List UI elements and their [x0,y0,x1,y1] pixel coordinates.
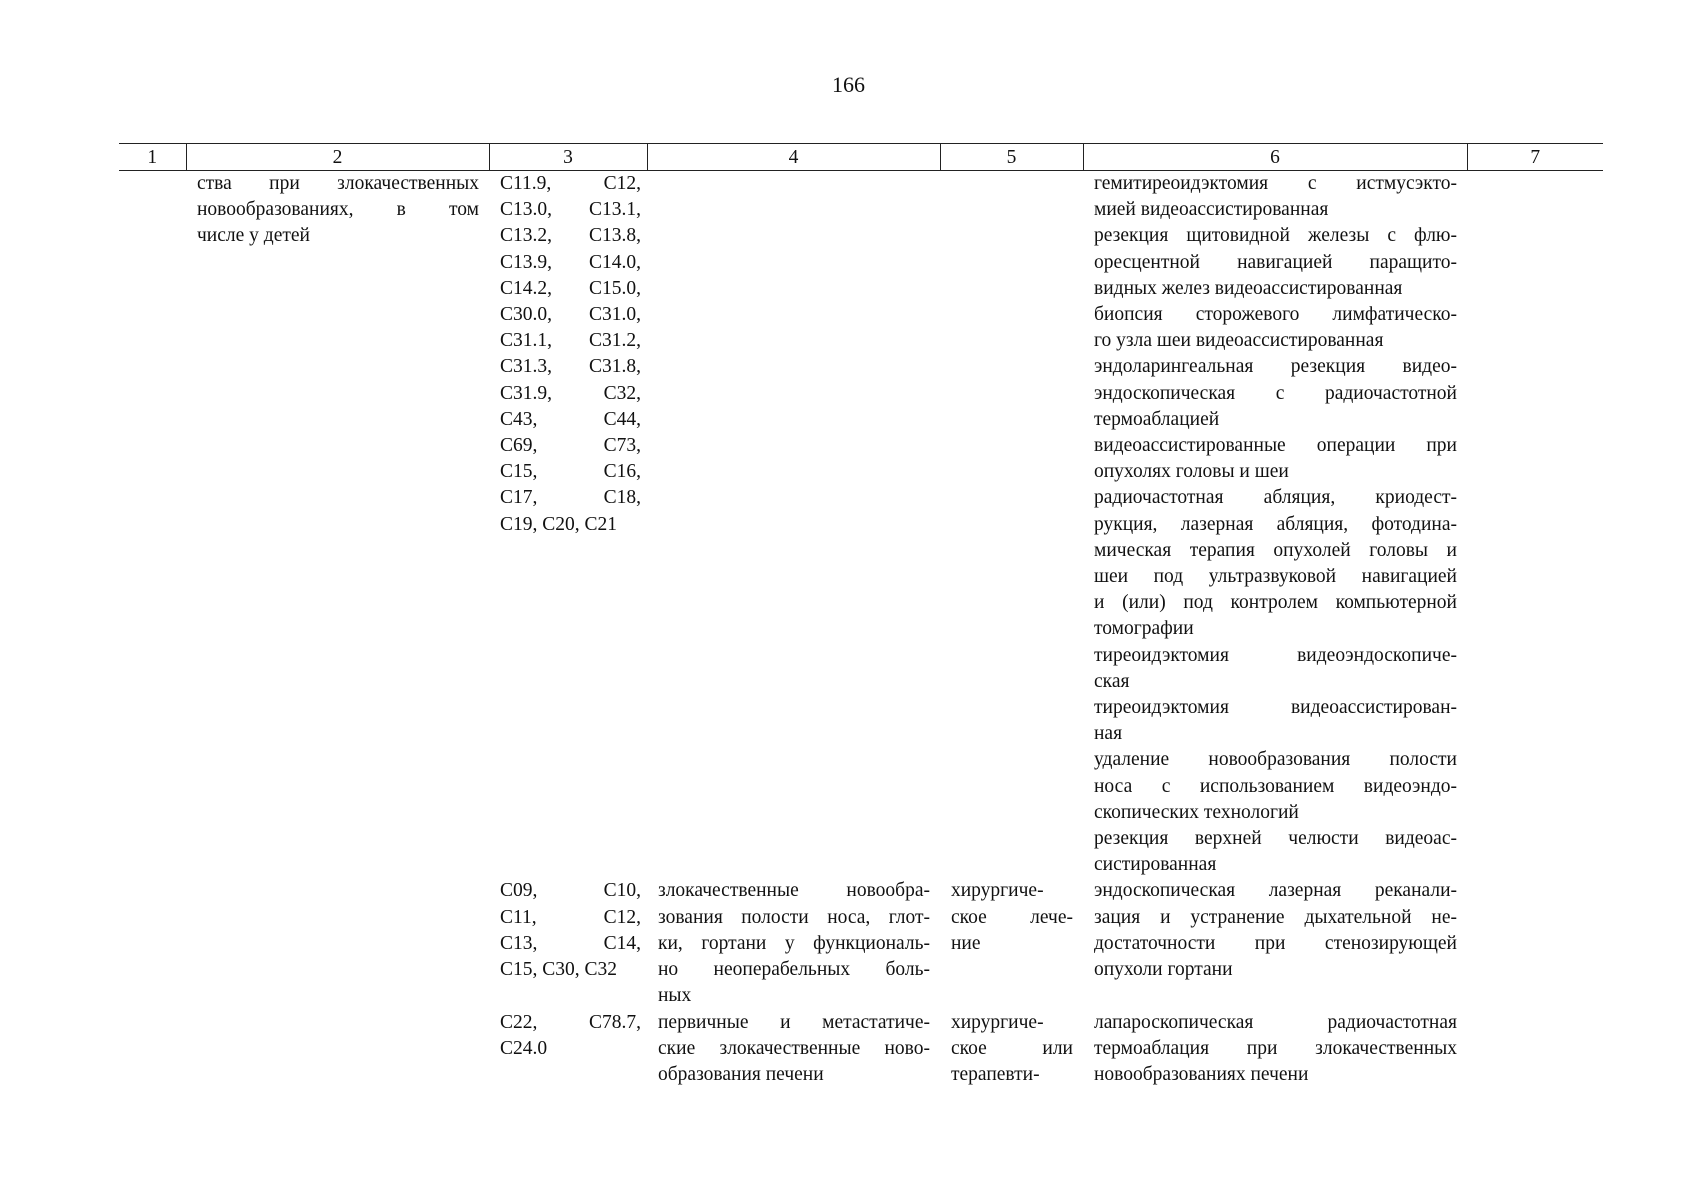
cell-col-2 [186,171,489,879]
cell-methods [1083,171,1467,879]
code-line: C15, C30, C32 [500,959,618,981]
text-line: ние [951,932,981,954]
code-line: C13.2, C13.8, [500,225,641,247]
cell-col-7 [1467,171,1603,879]
text-line: лапароскопическая радиочастотная [1094,1011,1457,1033]
text-line: злокачественные новообра- [658,880,930,902]
code-line: C17, C18, [500,487,641,509]
code-line: C22, C78.7, [500,1011,641,1033]
text-line: шеи под ультразвуковой навигацией [1094,566,1457,588]
table-body [119,171,1603,1089]
header-col-1: 1 [119,144,186,171]
cell-col-7 [1467,1010,1603,1089]
cell-codes [489,1010,647,1089]
code-line: C19, C20, C21 [500,513,618,535]
cell-col-2 [186,878,489,1009]
table-row [119,171,1603,879]
text-line: систированная [1094,854,1217,876]
text-line: видных желез видеоассистированная [1094,277,1403,299]
method-item [1094,643,1457,695]
cell-treatment-type [940,1010,1083,1089]
text-line: ная [1094,723,1123,745]
text-line: гемитиреоидэктомия с истмусэкто- [1094,173,1457,194]
text-line: термоаблацией [1094,408,1220,430]
cell-col-1 [119,878,186,1009]
text-line: го узла шеи видеоассистированная [1094,330,1384,352]
method-item [1094,1010,1457,1089]
code-line: C13, C14, [500,932,641,954]
cell-treatment-type [940,878,1083,1009]
text-line: образования печени [658,1063,824,1085]
text-line: терапевти- [951,1063,1040,1085]
code-line: C43, C44, [500,408,641,430]
method-item [1094,223,1457,302]
text-line: тиреоидэктомия видеоассистирован- [1094,697,1457,719]
page-number: 166 [832,72,865,97]
text-line: новообразованиях печени [1094,1063,1309,1085]
code-line: C13.0, C13.1, [500,199,641,221]
text-line: термоаблация при злокачественных [1094,1037,1457,1059]
method-item [1094,826,1457,878]
text-line: видеоассистированные операции при [1094,435,1457,457]
cell-diagnosis [647,1010,940,1089]
text-line: эндоскопическая с радиочастотной [1094,382,1457,404]
text-line: эндоскопическая лазерная реканали- [1094,880,1457,902]
text-line: рукция, лазерная абляция, фотодина- [1094,513,1457,535]
text-line: опухоли гортани [1094,959,1233,981]
code-line: C11.9, C12, [500,173,641,194]
method-item [1094,695,1457,747]
cell-col-2 [186,1010,489,1089]
text-line: хирургиче- [951,880,1044,902]
method-item [1094,171,1457,223]
text-line: новообразованиях, в том [197,199,479,221]
code-line: C09, C10, [500,880,641,902]
text-line: оресцентной навигацией паращито- [1094,251,1457,273]
cell-col-4 [647,171,940,879]
method-item [1094,747,1457,826]
text-line: ки, гортани у функциональ- [658,932,930,954]
code-line: C31.1, C31.2, [500,330,641,352]
text-line: радиочастотная абляция, криодест- [1094,487,1457,509]
text-line: ства при злокачественных [197,173,479,194]
header-col-7: 7 [1467,144,1603,171]
text-line: первичные и метастатиче- [658,1011,930,1033]
text-line: ных [658,985,692,1007]
text-line: скопических технологий [1094,801,1299,823]
header-col-5: 5 [940,144,1083,171]
text-line: опухолях головы и шеи [1094,461,1289,483]
code-line: C14.2, C15.0, [500,277,641,299]
code-line: C31.9, C32, [500,382,641,404]
text-line: резекция верхней челюсти видеоас- [1094,828,1457,850]
method-item [1094,878,1457,983]
text-line: хирургиче- [951,1011,1044,1033]
method-item [1094,433,1457,485]
text-line: числе у детей [197,225,310,247]
cell-diagnosis [647,878,940,1009]
text-line: мическая терапия опухолей головы и [1094,539,1457,561]
code-line: C15, C16, [500,461,641,483]
text-line: томографии [1094,618,1194,640]
text-line: но неоперабельных боль- [658,959,930,981]
code-line: C30.0, C31.0, [500,304,641,326]
text-line: ское или [951,1037,1073,1059]
text-line: удаление новообразования полости [1094,749,1457,771]
header-col-6: 6 [1083,144,1467,171]
cell-codes [489,171,647,879]
method-item [1094,302,1457,354]
text-line: зация и устранение дыхательной не- [1094,906,1457,928]
code-line: C24.0 [500,1037,548,1059]
header-col-3: 3 [489,144,647,171]
procedures-table [119,143,1603,1088]
header-col-2: 2 [186,144,489,171]
text-line: ская [1094,670,1130,692]
text-line: резекция щитовидной железы с флю- [1094,225,1457,247]
cell-col-7 [1467,878,1603,1009]
text-line: ские злокачественные ново- [658,1037,930,1059]
cell-col-1 [119,171,186,879]
code-line: C13.9, C14.0, [500,251,641,273]
method-item [1094,485,1457,642]
table-row [119,1010,1603,1089]
table-row [119,878,1603,1009]
text-line: мией видеоассистированная [1094,199,1329,221]
text-line: носа с использованием видеоэндо- [1094,775,1457,797]
method-item [1094,354,1457,433]
text-line: и (или) под контролем компьютерной [1094,592,1457,614]
header-col-4: 4 [647,144,940,171]
cell-codes [489,878,647,1009]
text-line: эндоларингеальная резекция видео- [1094,356,1457,378]
code-line: C69, C73, [500,435,641,457]
header-row [119,144,1603,171]
text-line: ское лече- [951,906,1073,928]
cell-methods [1083,878,1467,1009]
code-line: C31.3, C31.8, [500,356,641,378]
cell-methods [1083,1010,1467,1089]
text-line: зования полости носа, глот- [658,906,930,928]
cell-col-5 [940,171,1083,879]
code-line: C11, C12, [500,906,641,928]
cell-col-1 [119,1010,186,1089]
text-line: тиреоидэктомия видеоэндоскопиче- [1094,644,1457,666]
text-line: биопсия сторожевого лимфатическо- [1094,304,1457,326]
text-line: достаточности при стенозирующей [1094,932,1457,954]
